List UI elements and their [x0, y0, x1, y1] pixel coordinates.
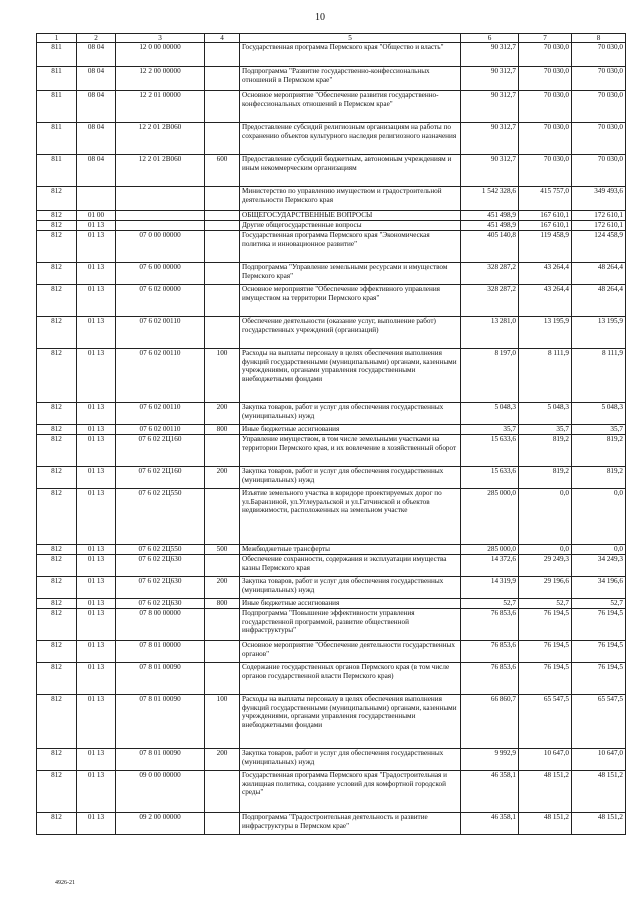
cell-amount-year3: 819,2	[572, 435, 626, 467]
cell-target-article: 07 8 01 00090	[116, 749, 205, 771]
cell-amount-year3: 65 547,5	[572, 695, 626, 749]
cell-description: Предоставление субсидий бюджетным, автономным учреждениям и иным некоммерческим организациям	[240, 155, 461, 187]
cell-amount-year3: 34 196,6	[572, 577, 626, 599]
cell-expense-type	[205, 187, 240, 211]
cell-target-article: 07 8 00 00000	[116, 609, 205, 641]
cell-section: 08 04	[77, 43, 116, 67]
cell-description: Предоставление субсидий религиозным организациям на работы по сохранению объектов культурного наследия религиозного назначения	[240, 123, 461, 155]
table-row	[37, 187, 626, 211]
cell-expense-type	[205, 211, 240, 221]
table-row	[37, 231, 626, 263]
cell-amount-year3: 70 030,0	[572, 123, 626, 155]
cell-expense-type: 200	[205, 749, 240, 771]
cell-description: Основное мероприятие "Обеспечение эффективного управления имуществом на территории Пермского края"	[240, 285, 461, 317]
cell-section: 01 13	[77, 263, 116, 285]
cell-amount-year3: 48 151,2	[572, 771, 626, 813]
cell-description: Межбюджетные трансферты	[240, 545, 461, 555]
cell-section: 01 13	[77, 641, 116, 663]
cell-amount-year1: 328 287,2	[461, 285, 519, 317]
cell-description: Подпрограмма "Градостроительная деятельность и развитие инфраструктуры в Пермском крае"	[240, 813, 461, 835]
cell-description: Государственная программа Пермского края "Экономическая политика и инновационное развитие"	[240, 231, 461, 263]
cell-admin-code: 812	[37, 425, 77, 435]
cell-amount-year1: 76 853,6	[461, 609, 519, 641]
cell-amount-year2: 819,2	[519, 435, 572, 467]
cell-target-article: 07 6 02 2Ц160	[116, 467, 205, 489]
cell-amount-year3: 52,7	[572, 599, 626, 609]
cell-amount-year3: 819,2	[572, 467, 626, 489]
table-row	[37, 771, 626, 813]
cell-admin-code: 812	[37, 749, 77, 771]
cell-amount-year3: 5 048,3	[572, 403, 626, 425]
cell-amount-year2: 70 030,0	[519, 43, 572, 67]
cell-section: 01 13	[77, 555, 116, 577]
cell-amount-year3: 70 030,0	[572, 91, 626, 123]
table-body	[37, 34, 626, 835]
cell-section: 01 13	[77, 317, 116, 349]
cell-amount-year3: 70 030,0	[572, 43, 626, 67]
cell-expense-type	[205, 123, 240, 155]
cell-expense-type	[205, 285, 240, 317]
cell-description: Расходы на выплаты персоналу в целях обеспечения выполнения функций государственными (муниципальными) органами, казенными учреждениями, органами управления государственными внебюджетными фондами	[240, 695, 461, 749]
table-row	[37, 425, 626, 435]
cell-section: 01 13	[77, 663, 116, 695]
cell-amount-year2: 76 194,5	[519, 641, 572, 663]
cell-admin-code: 812	[37, 555, 77, 577]
cell-amount-year3: 35,7	[572, 425, 626, 435]
cell-target-article: 07 6 02 2Ц630	[116, 555, 205, 577]
cell-amount-year1: 15 633,6	[461, 467, 519, 489]
cell-target-article: 07 6 02 2Ц160	[116, 435, 205, 467]
table-row	[37, 663, 626, 695]
cell-amount-year1: 285 000,0	[461, 545, 519, 555]
cell-amount-year1: 285 000,0	[461, 489, 519, 545]
cell-amount-year3: 48 151,2	[572, 813, 626, 835]
cell-admin-code: 812	[37, 489, 77, 545]
cell-amount-year3: 0,0	[572, 545, 626, 555]
cell-amount-year3: 76 194,5	[572, 641, 626, 663]
cell-expense-type: 100	[205, 349, 240, 403]
cell-admin-code: 811	[37, 123, 77, 155]
cell-description: Государственная программа Пермского края "Градостроительная и жилищная политика, создание условий для комфортной городской среды"	[240, 771, 461, 813]
cell-target-article: 07 6 02 00000	[116, 285, 205, 317]
cell-admin-code: 812	[37, 467, 77, 489]
cell-expense-type: 600	[205, 155, 240, 187]
cell-section: 01 13	[77, 577, 116, 599]
cell-amount-year1: 90 312,7	[461, 91, 519, 123]
cell-description: Государственная программа Пермского края "Общество и власть"	[240, 43, 461, 67]
cell-amount-year3: 172 610,1	[572, 211, 626, 221]
table-row	[37, 285, 626, 317]
table-row	[37, 555, 626, 577]
cell-target-article: 07 6 02 00110	[116, 403, 205, 425]
cell-admin-code: 811	[37, 91, 77, 123]
cell-section: 01 13	[77, 231, 116, 263]
cell-amount-year1: 14 372,6	[461, 555, 519, 577]
table-row	[37, 489, 626, 545]
cell-description: ОБЩЕГОСУДАРСТВЕННЫЕ ВОПРОСЫ	[240, 211, 461, 221]
table-row	[37, 263, 626, 285]
cell-section: 01 13	[77, 221, 116, 231]
cell-amount-year1: 90 312,7	[461, 123, 519, 155]
cell-section: 01 13	[77, 545, 116, 555]
cell-amount-year1: 46 358,1	[461, 771, 519, 813]
cell-target-article: 07 8 01 00090	[116, 695, 205, 749]
cell-amount-year1: 5 048,3	[461, 403, 519, 425]
cell-amount-year2: 0,0	[519, 489, 572, 545]
cell-expense-type	[205, 231, 240, 263]
cell-amount-year2: 76 194,5	[519, 609, 572, 641]
column-header: 5	[240, 34, 461, 43]
cell-expense-type	[205, 221, 240, 231]
cell-amount-year3: 48 264,4	[572, 263, 626, 285]
cell-amount-year2: 70 030,0	[519, 67, 572, 91]
cell-description: Закупка товаров, работ и услуг для обеспечения государственных (муниципальных) нужд	[240, 403, 461, 425]
cell-section: 01 13	[77, 425, 116, 435]
cell-admin-code: 812	[37, 663, 77, 695]
cell-description: Министерство по управлению имуществом и градостроительной деятельности Пермского края	[240, 187, 461, 211]
cell-amount-year2: 43 264,4	[519, 285, 572, 317]
cell-expense-type: 200	[205, 577, 240, 599]
cell-amount-year1: 328 287,2	[461, 263, 519, 285]
cell-amount-year2: 70 030,0	[519, 123, 572, 155]
cell-section: 08 04	[77, 123, 116, 155]
header-row	[37, 34, 626, 43]
table-row	[37, 317, 626, 349]
cell-section: 01 00	[77, 211, 116, 221]
cell-target-article: 09 2 00 00000	[116, 813, 205, 835]
cell-description: Другие общегосударственные вопросы	[240, 221, 461, 231]
table-row	[37, 211, 626, 221]
cell-amount-year1: 13 281,0	[461, 317, 519, 349]
cell-target-article: 07 6 02 2Ц550	[116, 489, 205, 545]
cell-admin-code: 812	[37, 599, 77, 609]
cell-admin-code: 812	[37, 221, 77, 231]
cell-amount-year1: 76 853,6	[461, 641, 519, 663]
cell-section: 01 13	[77, 285, 116, 317]
cell-admin-code: 812	[37, 403, 77, 425]
cell-admin-code: 812	[37, 349, 77, 403]
cell-amount-year3: 8 111,9	[572, 349, 626, 403]
column-header: 6	[461, 34, 519, 43]
cell-amount-year3: 76 194,5	[572, 663, 626, 695]
cell-expense-type: 200	[205, 467, 240, 489]
cell-amount-year1: 8 197,0	[461, 349, 519, 403]
cell-amount-year3: 48 264,4	[572, 285, 626, 317]
cell-section: 01 13	[77, 771, 116, 813]
cell-amount-year1: 9 992,9	[461, 749, 519, 771]
budget-table	[36, 33, 626, 835]
cell-description: Основное мероприятие "Обеспечение развития государственно-конфессиональных отношений в Пермском крае"	[240, 91, 461, 123]
cell-target-article: 12 2 01 2В060	[116, 123, 205, 155]
table-row	[37, 403, 626, 425]
column-header: 2	[77, 34, 116, 43]
cell-target-article: 12 0 00 00000	[116, 43, 205, 67]
cell-description: Подпрограмма "Управление земельными ресурсами и имуществом Пермского края"	[240, 263, 461, 285]
cell-target-article	[116, 221, 205, 231]
cell-section: 01 13	[77, 599, 116, 609]
cell-expense-type	[205, 317, 240, 349]
cell-expense-type	[205, 813, 240, 835]
cell-target-article: 07 6 02 00110	[116, 425, 205, 435]
cell-amount-year2: 167 610,1	[519, 211, 572, 221]
cell-amount-year2: 29 196,6	[519, 577, 572, 599]
cell-amount-year3: 70 030,0	[572, 155, 626, 187]
column-header: 4	[205, 34, 240, 43]
cell-amount-year3: 0,0	[572, 489, 626, 545]
cell-amount-year3: 124 458,9	[572, 231, 626, 263]
cell-section: 01 13	[77, 749, 116, 771]
cell-amount-year2: 52,7	[519, 599, 572, 609]
cell-expense-type	[205, 663, 240, 695]
cell-amount-year2: 415 757,0	[519, 187, 572, 211]
cell-amount-year2: 0,0	[519, 545, 572, 555]
cell-admin-code: 812	[37, 187, 77, 211]
cell-admin-code: 812	[37, 641, 77, 663]
cell-amount-year1: 451 498,9	[461, 221, 519, 231]
cell-section: 01 13	[77, 813, 116, 835]
cell-section: 01 13	[77, 467, 116, 489]
cell-section: 08 04	[77, 67, 116, 91]
cell-target-article: 07 6 02 00110	[116, 349, 205, 403]
cell-description: Иные бюджетные ассигнования	[240, 425, 461, 435]
table-row	[37, 123, 626, 155]
cell-amount-year1: 1 542 328,6	[461, 187, 519, 211]
cell-amount-year2: 70 030,0	[519, 91, 572, 123]
table-row	[37, 609, 626, 641]
cell-description: Иные бюджетные ассигнования	[240, 599, 461, 609]
cell-admin-code: 812	[37, 609, 77, 641]
cell-description: Подпрограмма "Развитие государственно-конфессиональных отношений в Пермском крае"	[240, 67, 461, 91]
cell-admin-code: 812	[37, 317, 77, 349]
table-row	[37, 349, 626, 403]
cell-expense-type	[205, 91, 240, 123]
cell-admin-code: 812	[37, 231, 77, 263]
cell-amount-year2: 167 610,1	[519, 221, 572, 231]
table-row	[37, 435, 626, 467]
cell-amount-year2: 35,7	[519, 425, 572, 435]
cell-amount-year2: 29 249,3	[519, 555, 572, 577]
footer-code: 4926-21	[55, 880, 75, 886]
cell-expense-type	[205, 771, 240, 813]
cell-admin-code: 812	[37, 771, 77, 813]
cell-admin-code: 812	[37, 435, 77, 467]
cell-expense-type	[205, 555, 240, 577]
cell-description: Обеспечение деятельности (оказание услуг, выполнение работ) государственных учреждений (организаций)	[240, 317, 461, 349]
column-header: 3	[116, 34, 205, 43]
cell-expense-type: 800	[205, 599, 240, 609]
cell-amount-year1: 15 633,6	[461, 435, 519, 467]
cell-expense-type	[205, 435, 240, 467]
cell-amount-year3: 349 493,6	[572, 187, 626, 211]
cell-amount-year1: 90 312,7	[461, 43, 519, 67]
cell-section: 01 13	[77, 695, 116, 749]
table-row	[37, 599, 626, 609]
cell-expense-type: 200	[205, 403, 240, 425]
cell-amount-year2: 13 195,9	[519, 317, 572, 349]
cell-amount-year1: 405 140,8	[461, 231, 519, 263]
cell-amount-year2: 70 030,0	[519, 155, 572, 187]
table-row	[37, 545, 626, 555]
cell-section: 01 13	[77, 609, 116, 641]
cell-description: Основное мероприятие "Обеспечение деятельности государственных органов"	[240, 641, 461, 663]
cell-admin-code: 811	[37, 43, 77, 67]
table-row	[37, 43, 626, 67]
cell-expense-type	[205, 43, 240, 67]
table-row	[37, 813, 626, 835]
cell-amount-year2: 76 194,5	[519, 663, 572, 695]
table-row	[37, 749, 626, 771]
cell-description: Закупка товаров, работ и услуг для обеспечения государственных (муниципальных) нужд	[240, 467, 461, 489]
cell-amount-year3: 10 647,0	[572, 749, 626, 771]
cell-amount-year2: 5 048,3	[519, 403, 572, 425]
cell-amount-year3: 76 194,5	[572, 609, 626, 641]
cell-amount-year2: 48 151,2	[519, 813, 572, 835]
column-header: 1	[37, 34, 77, 43]
cell-description: Подпрограмма "Повышение эффективности управления государственной программой, развитие общественной инфраструктуры"	[240, 609, 461, 641]
cell-amount-year2: 43 264,4	[519, 263, 572, 285]
cell-target-article: 07 8 01 00090	[116, 663, 205, 695]
cell-amount-year3: 70 030,0	[572, 67, 626, 91]
cell-amount-year2: 119 458,9	[519, 231, 572, 263]
table-row	[37, 467, 626, 489]
cell-amount-year2: 65 547,5	[519, 695, 572, 749]
cell-expense-type	[205, 263, 240, 285]
cell-expense-type: 500	[205, 545, 240, 555]
cell-amount-year1: 90 312,7	[461, 155, 519, 187]
cell-admin-code: 811	[37, 67, 77, 91]
cell-expense-type	[205, 609, 240, 641]
cell-admin-code: 812	[37, 285, 77, 317]
cell-description: Изъятие земельного участка в коридоре проектируемых дорог по ул.Баранзиной, ул.Углеуральской и ул.Гатчинской и объектов недвижимости, расположенных на земельном участке	[240, 489, 461, 545]
cell-section: 01 13	[77, 489, 116, 545]
cell-description: Закупка товаров, работ и услуг для обеспечения государственных (муниципальных) нужд	[240, 749, 461, 771]
cell-amount-year2: 8 111,9	[519, 349, 572, 403]
cell-target-article: 09 0 00 00000	[116, 771, 205, 813]
cell-section: 01 13	[77, 403, 116, 425]
cell-description: Управление имуществом, в том числе земельными участками на территории Пермского края, и их вовлечение в хозяйственный оборот	[240, 435, 461, 467]
cell-amount-year2: 10 647,0	[519, 749, 572, 771]
cell-amount-year1: 90 312,7	[461, 67, 519, 91]
cell-expense-type	[205, 489, 240, 545]
cell-target-article: 07 0 00 00000	[116, 231, 205, 263]
cell-admin-code: 812	[37, 695, 77, 749]
cell-admin-code: 812	[37, 545, 77, 555]
table-row	[37, 155, 626, 187]
cell-expense-type	[205, 67, 240, 91]
cell-amount-year1: 451 498,9	[461, 211, 519, 221]
cell-amount-year1: 52,7	[461, 599, 519, 609]
cell-amount-year1: 66 860,7	[461, 695, 519, 749]
cell-target-article: 07 6 02 2Ц550	[116, 545, 205, 555]
cell-section: 01 13	[77, 349, 116, 403]
cell-amount-year1: 14 319,9	[461, 577, 519, 599]
cell-target-article: 12 2 00 00000	[116, 67, 205, 91]
cell-admin-code: 812	[37, 813, 77, 835]
cell-target-article: 12 2 01 2В060	[116, 155, 205, 187]
cell-admin-code: 811	[37, 155, 77, 187]
cell-section: 08 04	[77, 91, 116, 123]
cell-target-article: 07 6 02 2Ц630	[116, 599, 205, 609]
cell-amount-year1: 46 358,1	[461, 813, 519, 835]
cell-description: Обеспечение сохранности, содержания и эксплуатации имущества казны Пермского края	[240, 555, 461, 577]
cell-description: Расходы на выплаты персоналу в целях обеспечения выполнения функций государственными (муниципальными) органами, казенными учреждениями, органами управления государственными внебюджетными фондами	[240, 349, 461, 403]
cell-target-article: 07 6 00 00000	[116, 263, 205, 285]
cell-admin-code: 812	[37, 577, 77, 599]
cell-amount-year3: 13 195,9	[572, 317, 626, 349]
cell-amount-year2: 48 151,2	[519, 771, 572, 813]
cell-admin-code: 812	[37, 263, 77, 285]
cell-description: Закупка товаров, работ и услуг для обеспечения государственных (муниципальных) нужд	[240, 577, 461, 599]
cell-target-article: 07 6 02 00110	[116, 317, 205, 349]
cell-expense-type: 100	[205, 695, 240, 749]
cell-section	[77, 187, 116, 211]
page-number: 10	[315, 12, 325, 23]
cell-admin-code: 812	[37, 211, 77, 221]
table-row	[37, 221, 626, 231]
column-header: 8	[572, 34, 626, 43]
cell-target-article: 12 2 01 00000	[116, 91, 205, 123]
table-row	[37, 91, 626, 123]
table-row	[37, 67, 626, 91]
cell-target-article	[116, 187, 205, 211]
cell-target-article: 07 6 02 2Ц630	[116, 577, 205, 599]
cell-amount-year3: 34 249,3	[572, 555, 626, 577]
cell-target-article	[116, 211, 205, 221]
table-row	[37, 695, 626, 749]
cell-expense-type	[205, 641, 240, 663]
cell-amount-year1: 76 853,6	[461, 663, 519, 695]
cell-target-article: 07 8 01 00000	[116, 641, 205, 663]
cell-expense-type: 800	[205, 425, 240, 435]
cell-section: 01 13	[77, 435, 116, 467]
cell-amount-year1: 35,7	[461, 425, 519, 435]
cell-amount-year3: 172 610,1	[572, 221, 626, 231]
table-row	[37, 577, 626, 599]
cell-description: Содержание государственных органов Пермского края (в том числе органов государственной власти Пермского края)	[240, 663, 461, 695]
cell-amount-year2: 819,2	[519, 467, 572, 489]
column-header: 7	[519, 34, 572, 43]
table-row	[37, 641, 626, 663]
cell-section: 08 04	[77, 155, 116, 187]
